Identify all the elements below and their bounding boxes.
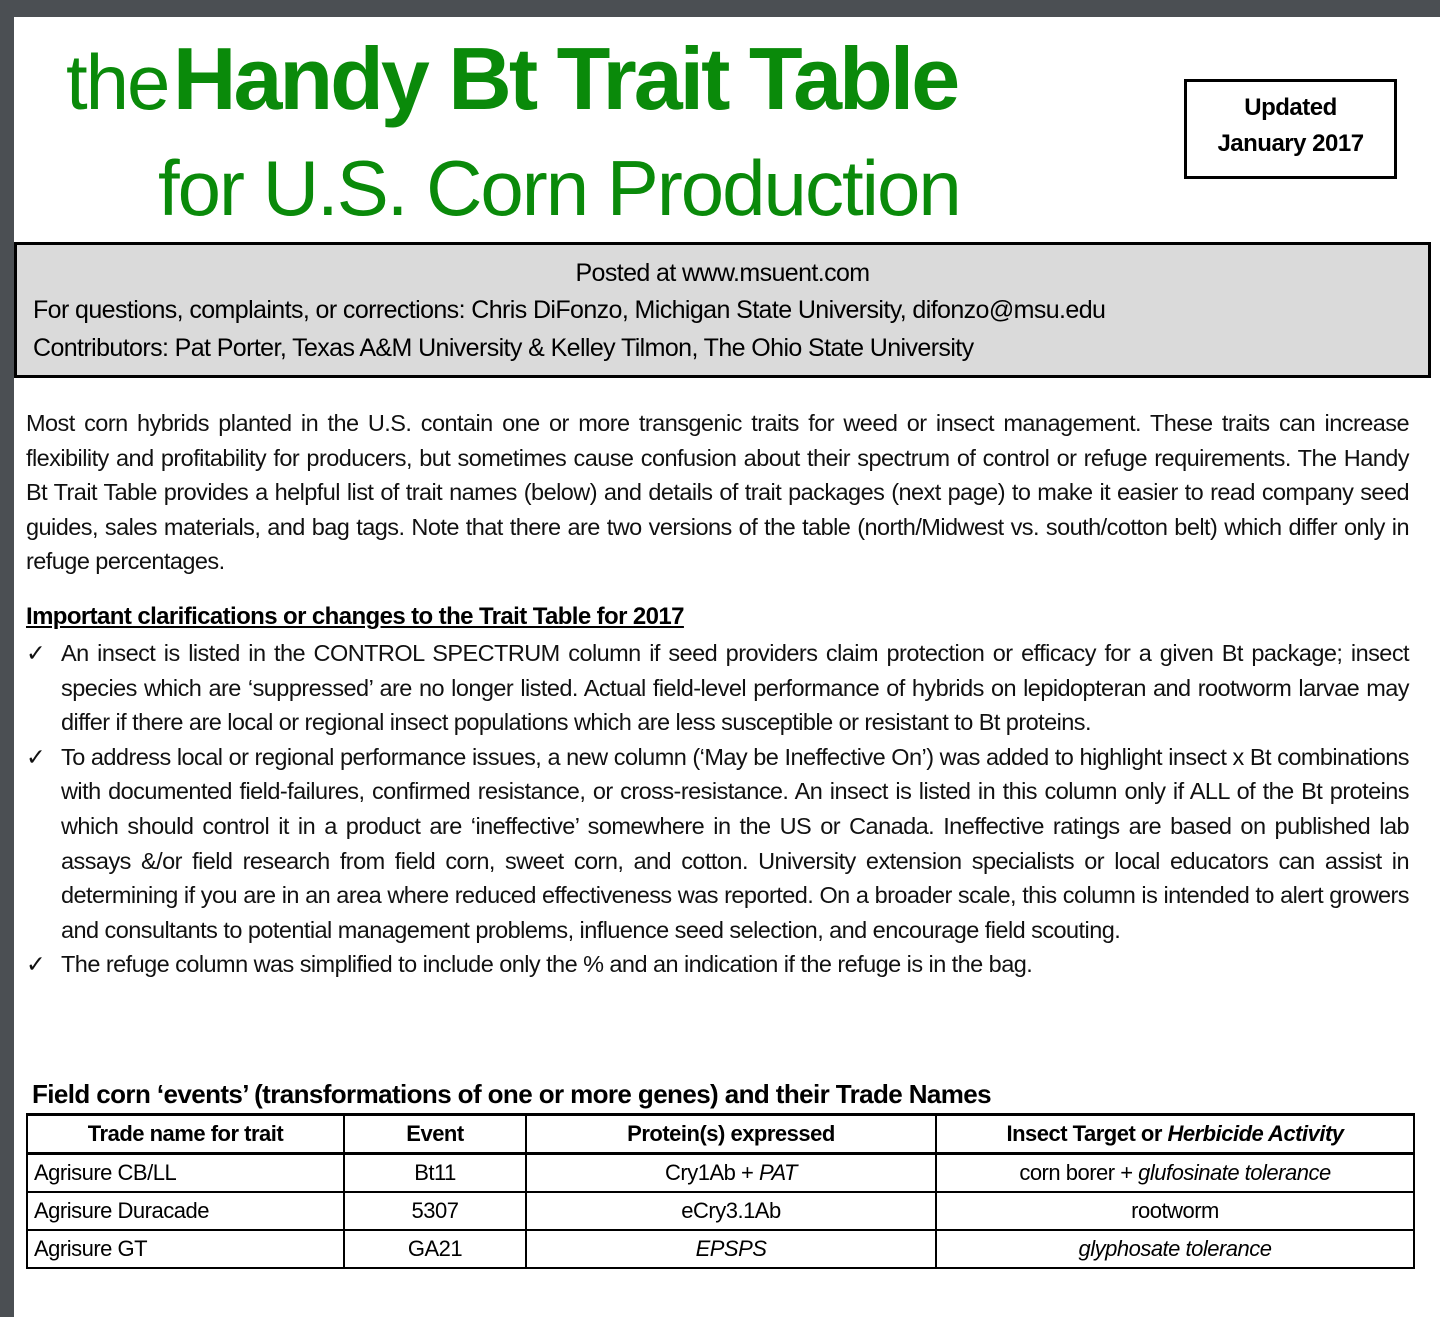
table-row — [27, 1230, 1414, 1268]
updated-box — [1184, 79, 1397, 179]
check-icon: ✓ — [26, 951, 46, 978]
header-protein: Protein(s) expressed — [526, 1115, 936, 1154]
cell-trade: Agrisure CB/LL — [27, 1154, 344, 1193]
list-item — [26, 947, 1409, 982]
header-target — [936, 1115, 1414, 1154]
cell-event: Bt11 — [344, 1154, 526, 1193]
list-item — [26, 636, 1409, 740]
protein-text: Cry1Ab + — [665, 1160, 759, 1185]
updated-label: Updated — [1244, 94, 1337, 121]
title-prefix: the — [66, 38, 169, 126]
document-subtitle: for U.S. Corn Production — [158, 144, 960, 232]
clarifications-heading: Important clarifications or changes to the Trait Table for 2017 — [26, 603, 684, 630]
questions-contact: For questions, complaints, or corrections: Chris DiFonzo, Michigan State University, difonzo@msu.edu — [33, 296, 1106, 324]
table-row — [27, 1154, 1414, 1193]
cell-target — [936, 1154, 1414, 1193]
list-item-text: To address local or regional performance issues, a new column (‘May be Ineffective On’) was added to highlight insect x Bt combinations with documented field-failures, confirmed resistance, or cross-resistance. An insect is listed in this column only if ALL of the Bt proteins which should control it in a product are ‘ineffective’ somewhere in the US or Canada. Ineffective ratings are based on published lab assays &/or field research from field corn, sweet corn, and cotton. University extension specialists or local educators can assist in determining if you are in an area where reduced effectiveness was reported. On a broader scale, this column is intended to alert growers and consultants to potential management problems, influence seed selection, and encourage field scouting. — [61, 743, 1409, 943]
cell-event: GA21 — [344, 1230, 526, 1268]
trait-table — [26, 1113, 1415, 1269]
cell-protein — [526, 1192, 936, 1230]
header-event: Event — [344, 1115, 526, 1154]
title-main: Handy Bt Trait Table — [172, 29, 958, 128]
protein-text: eCry3.1Ab — [681, 1198, 781, 1223]
cell-target — [936, 1192, 1414, 1230]
document-title — [66, 29, 958, 128]
table-header-row — [27, 1115, 1414, 1154]
cell-event: 5307 — [344, 1192, 526, 1230]
list-item-text: An insect is listed in the CONTROL SPECTRUM column if seed providers claim protection or efficacy for a given Bt package; insect species which are ‘suppressed’ are no longer listed. Actual field-level performance of hybrids on lepidopteran and rootworm larvae may differ if there are local or regional insect populations which are less susceptible or resistant to Bt proteins. — [61, 640, 1409, 736]
cell-target — [936, 1230, 1414, 1268]
list-item — [26, 740, 1409, 948]
check-icon: ✓ — [26, 640, 46, 666]
header-target-text: Insect Target or — [1006, 1121, 1168, 1146]
clarifications-list — [26, 636, 1409, 982]
posted-at: Posted at www.msuent.com — [575, 259, 870, 287]
target-text: corn borer + — [1019, 1160, 1139, 1185]
updated-date: January 2017 — [1217, 130, 1364, 157]
info-box — [14, 242, 1431, 378]
table-row — [27, 1192, 1414, 1230]
cell-trade: Agrisure GT — [27, 1230, 344, 1268]
cell-trade: Agrisure Duracade — [27, 1192, 344, 1230]
protein-italic: PAT — [758, 1160, 797, 1185]
header-trade-name: Trade name for trait — [27, 1115, 344, 1154]
intro-paragraph: Most corn hybrids planted in the U.S. contain one or more transgenic traits for weed or insect management. These traits can increase flexibility and profitability for producers, but sometimes cause confusion about their spectrum of control or refuge requirements. The Handy Bt Trait Table provides a helpful list of trait names (below) and details of trait packages (next page) to make it easier to read company seed guides, sales materials, and bag tags. Note that there are two versions of the table (north/Midwest vs. south/cotton belt) which differ only in refuge percentages. — [26, 410, 1409, 575]
cell-protein — [526, 1230, 936, 1268]
table-title: Field corn ‘events’ (transformations of one or more genes) and their Trade Names — [32, 1079, 992, 1109]
list-item-text: The refuge column was simplified to include only the % and an indication if the refuge is in the bag. — [61, 951, 1033, 978]
header-target-italic: Herbicide Activity — [1167, 1121, 1344, 1146]
check-icon: ✓ — [26, 743, 46, 770]
contributors: Contributors: Pat Porter, Texas A&M University & Kelley Tilmon, The Ohio State University — [33, 334, 974, 362]
cell-protein — [526, 1154, 936, 1193]
target-italic: glufosinate tolerance — [1138, 1160, 1331, 1185]
document-page — [14, 17, 1440, 1317]
target-text: rootworm — [1131, 1198, 1219, 1223]
target-italic: glyphosate tolerance — [1078, 1236, 1272, 1261]
protein-italic: EPSPS — [695, 1236, 767, 1261]
